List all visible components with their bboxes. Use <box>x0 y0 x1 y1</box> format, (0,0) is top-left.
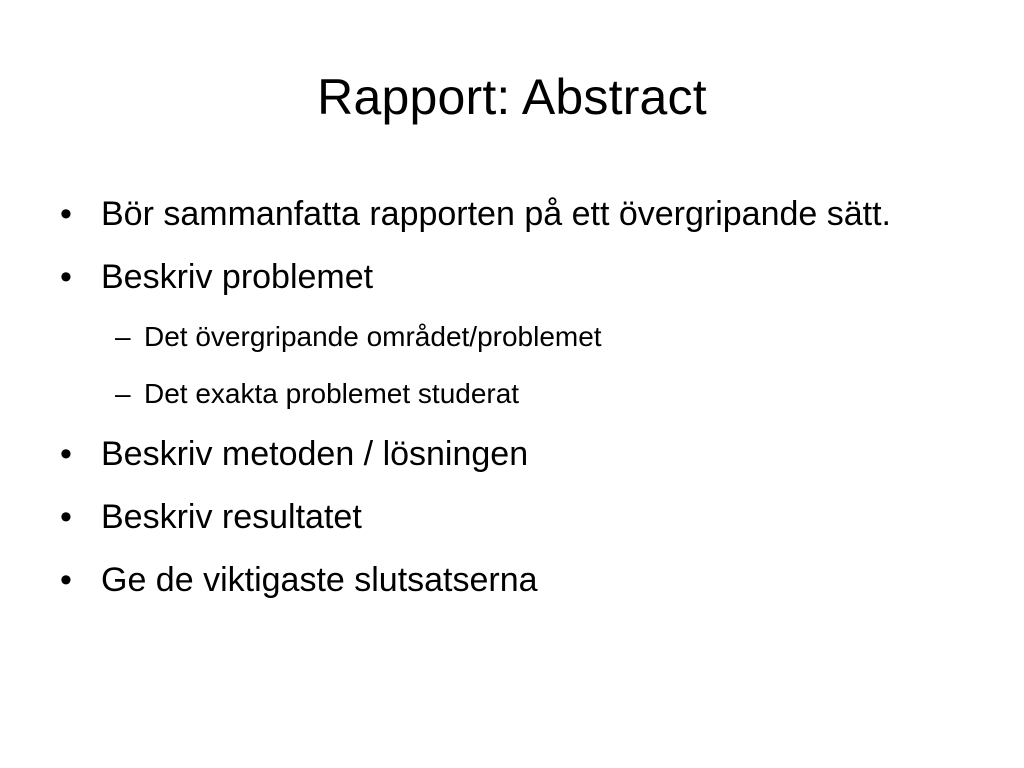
slide-title: Rapport: Abstract <box>317 69 707 125</box>
bullet-marker: • <box>60 258 72 296</box>
bullet-list <box>60 188 960 617</box>
sub-bullet-item <box>60 314 960 359</box>
bullet-item <box>60 428 960 481</box>
bullet-text: Beskriv resultatet <box>101 498 362 536</box>
bullet-marker: • <box>60 498 72 536</box>
bullet-text: Beskriv metoden / lösningen <box>101 435 529 473</box>
sub-bullet-text: Det övergripande området/problemet <box>144 321 602 352</box>
sub-bullet-item <box>60 371 960 416</box>
bullet-text: Bör sammanfatta rapporten på ett övergripande sätt. <box>101 195 892 233</box>
bullet-item <box>60 251 960 304</box>
sub-bullet-text: Det exakta problemet studerat <box>144 378 520 409</box>
bullet-item <box>60 554 960 607</box>
bullet-marker: • <box>60 435 72 473</box>
sub-bullet-marker: – <box>115 321 131 352</box>
bullet-marker: • <box>60 561 72 599</box>
bullet-text: Beskriv problemet <box>101 258 374 296</box>
bullet-marker: • <box>60 195 72 233</box>
bullet-text: Ge de viktigaste slutsatserna <box>101 561 538 599</box>
bullet-item <box>60 188 960 241</box>
bullet-item <box>60 491 960 544</box>
sub-bullet-marker: – <box>115 378 131 409</box>
